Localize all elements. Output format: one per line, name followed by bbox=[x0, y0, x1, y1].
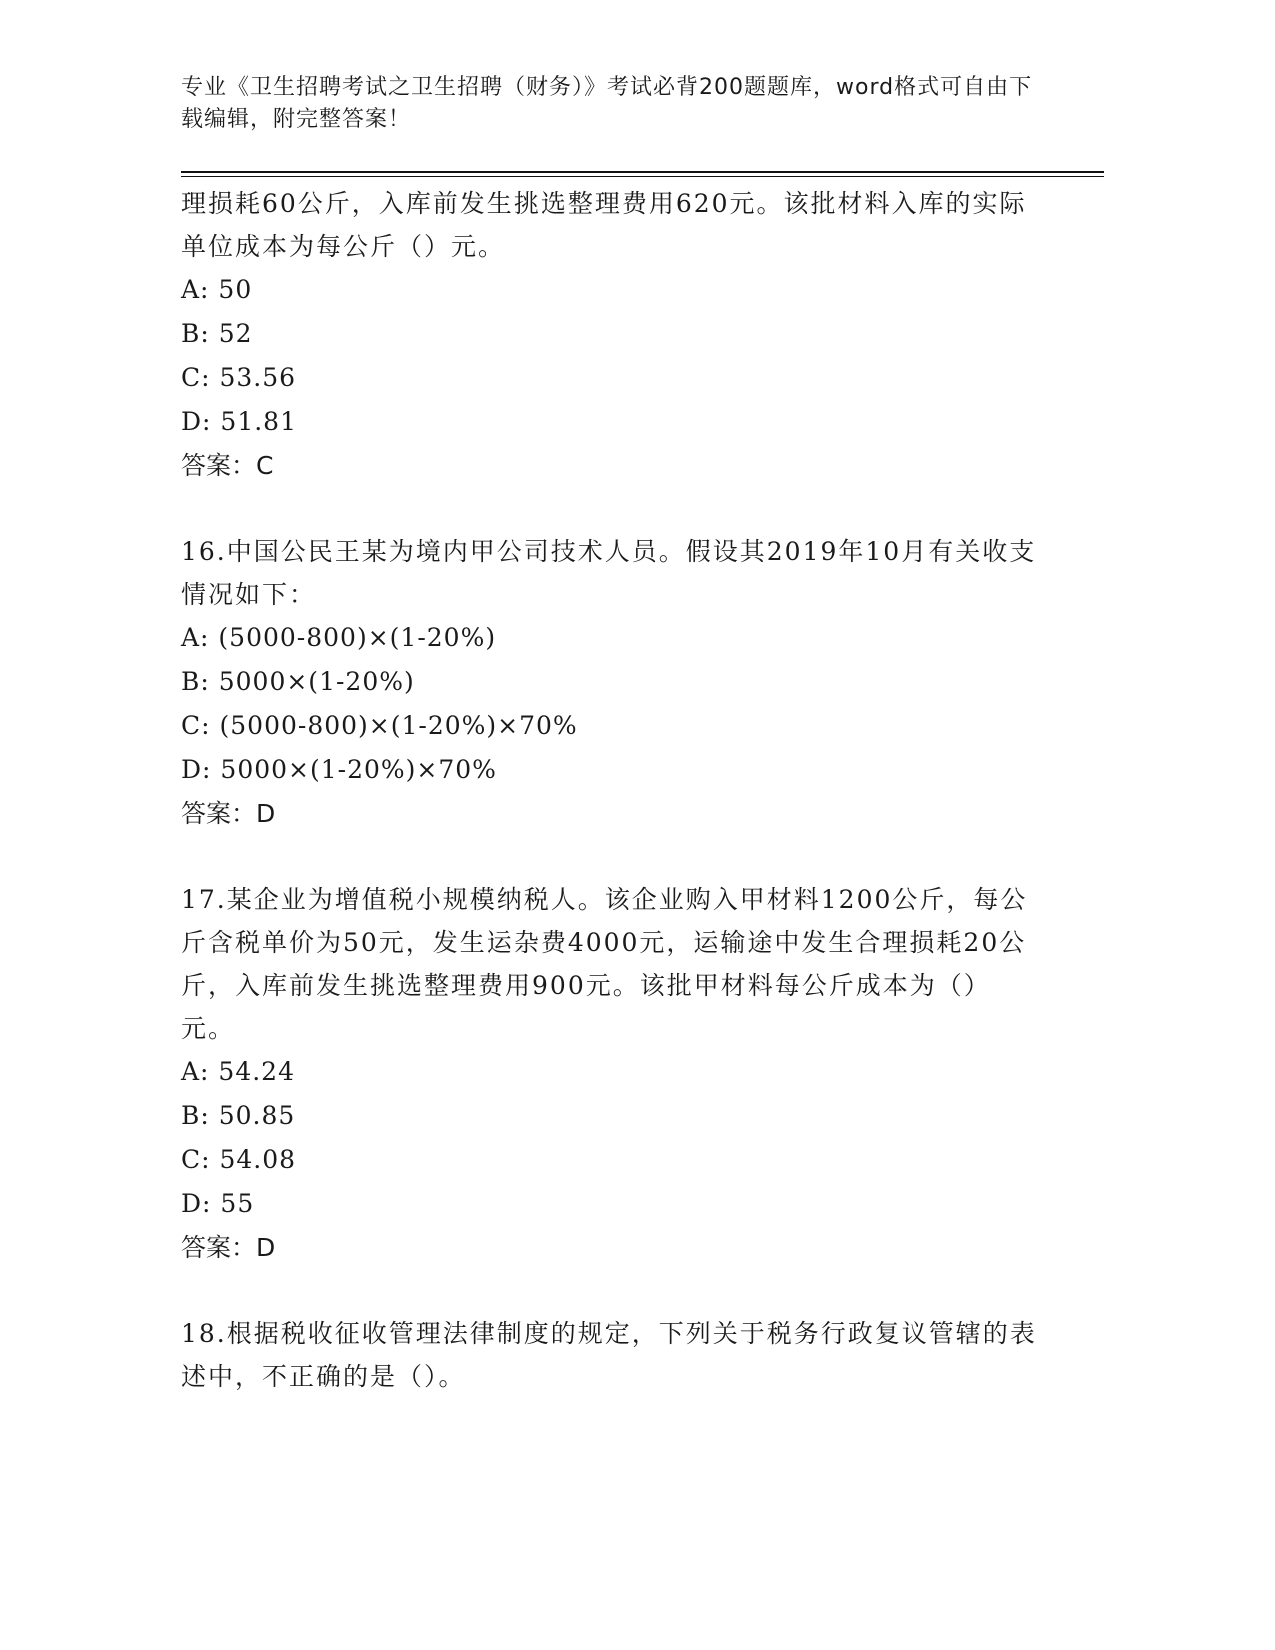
question-text: 16.中国公民王某为境内甲公司技术人员。假设其2019年10月有关收支情况如下： bbox=[181, 537, 1037, 609]
document-header: 专业《卫生招聘考试之卫生招聘（财务）》考试必背200题题库，word格式可自由下载编辑，附完整答案！ bbox=[181, 75, 1033, 132]
option-c: C: 53.56 bbox=[181, 363, 297, 392]
answer-line: 答案：C bbox=[181, 451, 274, 480]
option-b: B: 52 bbox=[181, 319, 253, 348]
question-block bbox=[181, 1312, 1041, 1398]
header-rule-thin bbox=[181, 176, 1104, 177]
question-block bbox=[181, 182, 1041, 488]
option-d: D: 5000×(1-20%)×70% bbox=[181, 755, 497, 784]
question-block bbox=[181, 530, 1041, 836]
option-a: A: 50 bbox=[181, 275, 253, 304]
answer-line: 答案：D bbox=[181, 799, 276, 828]
option-d: D: 51.81 bbox=[181, 407, 297, 436]
option-a: A: (5000-800)×(1-20%) bbox=[181, 623, 497, 652]
question-text: 17.某企业为增值税小规模纳税人。该企业购入甲材料1200公斤，每公斤含税单价为50元，发生运杂费4000元，运输途中发生合理损耗20公斤，入库前发生挑选整理费用900元。该批甲材料每公斤成本为（）元。 bbox=[181, 885, 1028, 1043]
question-block bbox=[181, 878, 1041, 1270]
option-d: D: 55 bbox=[181, 1189, 255, 1218]
question-text: 18.根据税收征收管理法律制度的规定，下列关于税务行政复议管辖的表述中，不正确的是（）。 bbox=[181, 1319, 1037, 1391]
header-rule-thick bbox=[181, 171, 1104, 173]
document-body bbox=[181, 182, 1041, 1398]
option-b: B: 5000×(1-20%) bbox=[181, 667, 415, 696]
answer-line: 答案：D bbox=[181, 1233, 276, 1262]
question-text: 理损耗60公斤，入库前发生挑选整理费用620元。该批材料入库的实际单位成本为每公斤（）元。 bbox=[181, 189, 1027, 261]
option-b: B: 50.85 bbox=[181, 1101, 296, 1130]
option-a: A: 54.24 bbox=[181, 1057, 295, 1086]
option-c: C: 54.08 bbox=[181, 1145, 297, 1174]
option-c: C: (5000-800)×(1-20%)×70% bbox=[181, 711, 578, 740]
